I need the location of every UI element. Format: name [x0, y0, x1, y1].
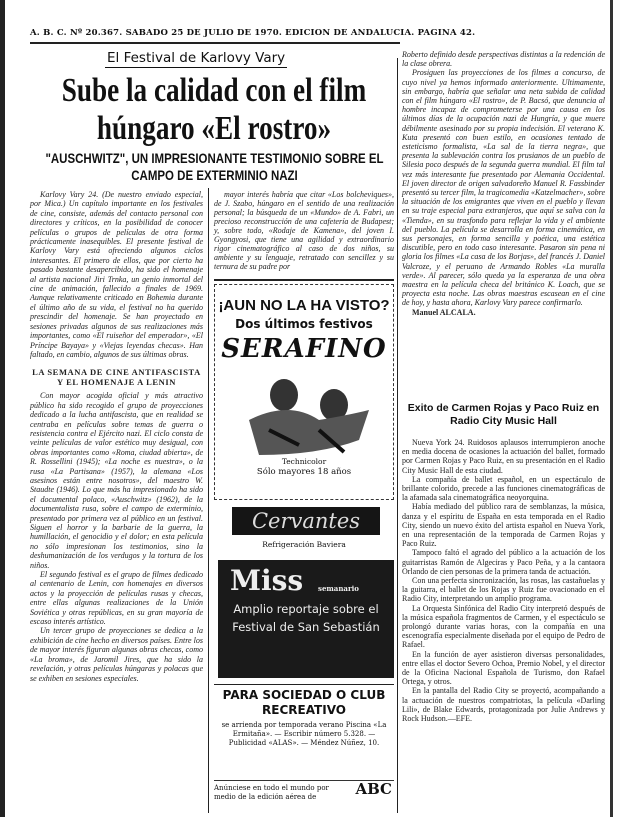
club-title: PARA SOCIEDAD O CLUB RECREATIVO	[222, 688, 386, 717]
miss-body: Amplio reportaje sobre el Festival de San Sebastián	[232, 602, 380, 634]
paragraph: Roberto definido desde perspectivas distintas a la redención de la clase obrera.	[402, 50, 605, 69]
ad-line: ¡AUN NO LA HA VISTO?	[218, 297, 390, 314]
article2-title: Exito de Carmen Rojas y Paco Ruiz en Radio City Music Hall	[407, 402, 600, 427]
abc-ad-body: Anúnciese en todo el mundo por medio de la edición aérea de	[214, 784, 329, 801]
paragraph: La Orquesta Sinfónica del Radio City interpretó después de la música española fragmentos de Carmen, y el espectáculo se prolongó durante varias horas, con la compañía en una escenografía especialmente diseñada por el equipo de Pedro de Rafael.	[402, 603, 605, 650]
film-illustration	[229, 365, 379, 457]
headline	[27, 72, 401, 148]
ad-miss	[218, 560, 394, 678]
paragraph: Había mediado del público rara de semblanzas, la música, danza y el espíritu de España en esta temporada en el Radio City, siendo un nuevo éxito del artista español en Nueva York, en una representación de la temporada de Carmen Rojas y Paco Ruiz.	[402, 502, 605, 549]
ad-abc	[214, 780, 394, 810]
paragraph: Un tercer grupo de proyecciones se dedica a la exhibición de cine hecho en diversos países. Entre los de mayor interés figuran algunas obras checas, como «La broma», de Jaromil Jires, que ha sido la revelación, y otras películas húngaras y polacas que se exhiben en sesiones especiales.	[30, 626, 203, 683]
ad-process: Technicolor	[281, 457, 327, 466]
page-edge	[0, 0, 5, 817]
section-heading	[30, 367, 203, 387]
paragraph: Con una perfecta sincronización, las rosas, las castañuelas y la guitarra, el ballet de los Rojas y Ruiz fue ovacionado en el Radio City, interpretando un amplio programa.	[402, 576, 605, 604]
paragraph: En la función de ayer asistieron diversas personalidades, entre ellas el doctor Severo Ochoa, Premio Nobel, y el director de la Oficina Nacional Española de Turismo, don Rafael Ortega, y otros.	[402, 649, 605, 687]
film-title-logo: SERAFINO	[221, 334, 387, 364]
paragraph: Prosiguen las proyecciones de los filmes a concurso, de cuyo nivel ya hemos informado anteriormente. Ultimamente, sin embargo, habría que señalar una neta subida de calidad con el film húngaro «El rostro», de P. Bacsó, que denuncia al hombre incapaz de comprometerse por una causa en los últimos días de la ocupación nazi de Hungría, y que muere débilmente asesinado por su propia indecisión. El veterano K. Kuta presentó con buen estilo, en ocasiones tentado de esteticismo formalista, «La sal de la tierra negra», que presenta la sublevación contra los prusianos de un pueblo de Silesia poco después de la segunda guerra mundial. El film tal vez más interesante fue presentado por Alemania Occidental. El joven director de origen salvadoreño Manuel R. Fassbinder presentó su tercer film, la tragicomedia «Katzelmacher», sobre la situación de los emigrantes que viven en el pueblo y llevan en su traje especial para extranjeros, que aquí se salva con la «Tienda», en su trasfondo para reflejar la vida y el ambiente del pueblo. La película se desarrolla en forma cinemática, en sus personajes, en forma sencilla y poética, una estética discutible, pero en todo caso interesante. Pasaron sin pena ni gloria los filmes «La casa de los Borjas», del francés J. Daniel Valcroze, y el peruano de Armando Robles «La muralla verde». Al parecer, sólo queda ya la esperanza de una obra maestra en la película checa del británico K. Loach, que se proyecta esta noche. Las obras maestras escasean en el cine de hoy, y hasta ahora, Karlovy Vary parece confirmarlo.	[402, 68, 605, 308]
column-rule	[397, 58, 398, 813]
divider	[214, 279, 394, 281]
left-column	[30, 190, 203, 683]
abc-logo: ABC	[355, 780, 392, 798]
article-kicker: El Festival de Karlovy Vary	[107, 50, 286, 66]
article2-body	[402, 438, 605, 723]
signature: Manuel ALCALA.	[412, 307, 476, 317]
folio-rule	[30, 42, 400, 44]
ad-club	[214, 688, 394, 748]
paragraph: mayor interés habría que citar «Los bolcheviques», de J. Szabo, húngaro en el sentido de una realización personal; la búsqueda de un «Mundo» de A. Fabri, un precioso reconstrucción de una cafetería de Budapest; y, sobre todo, «Rodaje de Kamena», del joven I. Gyongyosi, que tiene una agilidad y extraordinario rigor cinematográfico al caso de dos niños, su ambiente y su lenguaje, retratado con sencillez y su ternura de su padre por	[214, 190, 394, 271]
page-folio: A. B. C. Nº 20.367. SABADO 25 DE JULIO DE 1970. EDICION DE ANDALUCIA. PAGINA 42.	[30, 28, 476, 38]
headline-line: Sube la calidad con el film	[61, 72, 367, 109]
section-heading-line: LA SEMANA DE CINE ANTIFASCISTA	[32, 367, 201, 378]
ad-note: Refrigeración Baviera	[262, 540, 346, 549]
column-rule	[208, 188, 209, 813]
paragraph: Tampoco faltó el agrado del público a la actuación de los guitarristas Ramón de Algeciras y Paco Peña, y a la cantaora Orlando de cien personas de la primera tanda de actuación.	[402, 548, 605, 576]
miss-tag: semanario	[318, 584, 359, 593]
paragraph: La compañía de ballet español, en un espectáculo de brillante colorido, precede a las funciones cinematográficas de la afamada sala cinematográfica neoyorquina.	[402, 474, 605, 503]
headline-line: húngaro «El rostro»	[96, 110, 332, 147]
middle-column	[214, 190, 394, 271]
paragraph: Karlovy Vary 24. (De nuestro enviado especial, por Mica.) Un capítulo importante en los festivales de cine, consiste, además del contacto personal con directores y críticos, en la posibilidad de conocer películas o grupos de películas de otra forma prácticamente inasequibles. El presente festival de Karlovy Vary está ofreciendo algunos ciclos interesantes. El primero de ellos, que por cierto ha pasado bastante desapercibido, ha sido el homenaje al artista nacional Jiri Trnka, un genio inmortal del cine de animación, fallecido a finales de 1969. Aunque relativamente criticado en Bohemia durante el último año de su vida, el festival no ha querido prescindir del homenaje. Se han proyectado en sesiones privadas algunos de sus realizaciones más importantes, como «El ruiseñor del emperador», «El Príncipe Bayaya» y «Viejas leyendas checas». Han faltado, en cambio, algunos de sus últimas obras.	[30, 190, 203, 359]
miss-logo: Miss	[230, 564, 304, 597]
paragraph: En la pantalla del Radio City se proyectó, acompañando a la actuación de nuestros compatriotas, la película «Darling Lili», de Blake Edwards, protagonizada por Julie Andrews y Rock Hudson.—EFE.	[402, 686, 605, 724]
paragraph: Nueva York 24. Ruidosos aplausos interrumpieron anoche en media docena de ocasiones la actuación del ballet, formado por Carmen Rojas y Paco Ruiz, en su presentación en el Radio City Music Hall de esta ciudad.	[402, 438, 605, 475]
club-body: se arrienda por temporada verano Piscina «La Ermitaña». — Escribir número 5.328. — Publicidad «ALAS». — Méndez Núñez, 10.	[221, 721, 387, 747]
section-heading-line: Y EL HOMENAJE A LENIN	[56, 377, 177, 388]
divider	[214, 684, 394, 685]
paragraph: El segundo festival es el grupo de filmes dedicado al centenario de Lenin, con homenajes en diversos actos y la proyección de películas rusas y checas, entre ellas algunas realizaciones de la Unión Soviética y otras repúblicas, en su gran mayoría de escaso interés artístico.	[30, 570, 203, 627]
cinema-name: Cervantes	[232, 507, 380, 535]
page-edge	[610, 0, 613, 817]
ad-line: Dos últimos festivos	[235, 317, 373, 331]
paragraph: Con mayor acogida oficial y más atractivo público ha sido recogido el grupo de proyecciones dedicado a la lucha antifascista, que en realidad se centraba en películas sobre temas de guerra o resistencia contra el Ejército nazi. El ciclo consta de veinte películas de valor estético muy desigual, con obras importantes como «Roma, ciudad abierta», de R. Rossellini (1945); «La noche es nuestra», o la rusa «La Partisana» (1957), la alemana «Los asesinos están entre nosotros», del maestro W. Staudte (1946). Lo que más ha impresionado ha sido el documental polaco, «Auschwitz» (1962), de la documentalista rusa, sobre el campo de exterminio, presentado por primera vez al público en un festival. Siguen el horror y la barbarie de la guerra, la humillación, el genocidio y el dolor; en esta película no sólo impresionan los testimonios, sino la deshumanización de los verdugos y la tortura de los niños.	[30, 391, 203, 570]
subheadline: "AUSCHWITZ", UN IMPRESIONANTE TESTIMONIO SOBRE EL CAMPO DE EXTERMINIO NAZI	[45, 150, 384, 183]
right-column	[402, 50, 605, 317]
ad-rating: Sólo mayores 18 años	[256, 467, 352, 477]
ad-serafino	[214, 284, 394, 500]
